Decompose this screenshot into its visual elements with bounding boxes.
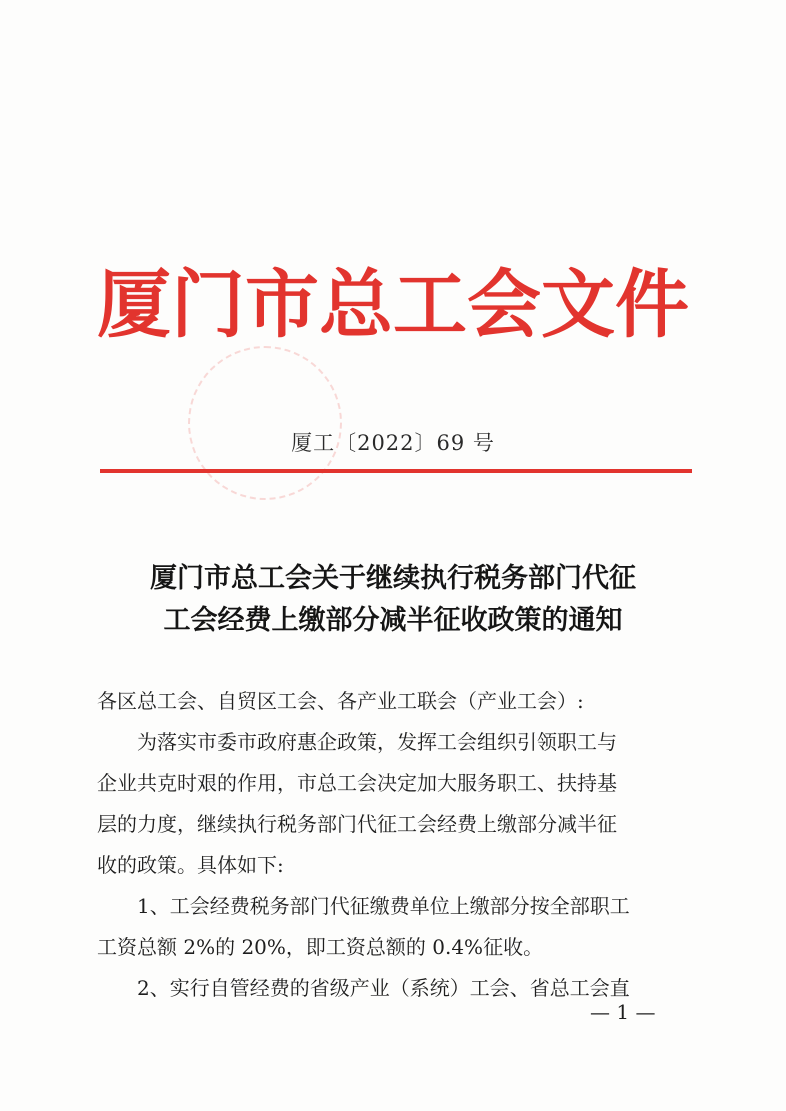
item-1-line-1: 1、工会经费税务部门代征缴费单位上缴部分按全部职工 (137, 894, 630, 918)
notice-title (0, 558, 786, 642)
document-number: 厦工〔2022〕69 号 (291, 431, 495, 455)
paragraph-1-line-3: 层的力度，继续执行税务部门代征工会经费上缴部分减半征 (97, 812, 617, 836)
item-2-line-1: 2、实行自管经费的省级产业（系统）工会、省总工会直 (137, 976, 630, 1000)
paragraph-1-line-4: 收的政策。具体如下: (97, 853, 284, 877)
salutation: 各区总工会、自贸区工会、各产业工联会（产业工会）: (97, 689, 584, 713)
item-1-line-2: 工资总额 2%的 20%，即工资总额的 0.4%征收。 (97, 935, 544, 959)
paragraph-1-line-2: 企业共克时艰的作用，市总工会决定加大服务职工、扶持基 (97, 771, 617, 795)
red-divider-line (100, 469, 692, 473)
paragraph-1-line-1: 为落实市委市政府惠企政策，发挥工会组织引领职工与 (137, 730, 617, 754)
notice-title-line-2: 工会经费上缴部分减半征收政策的通知 (163, 605, 623, 636)
notice-title-line-1: 厦门市总工会关于继续执行税务部门代征 (150, 563, 636, 594)
notice-body (97, 681, 693, 1009)
page-number: — 1 — (590, 1000, 656, 1024)
faint-seal-stamp (188, 346, 342, 500)
issuing-org-header: 厦门市总工会文件 (97, 262, 689, 348)
